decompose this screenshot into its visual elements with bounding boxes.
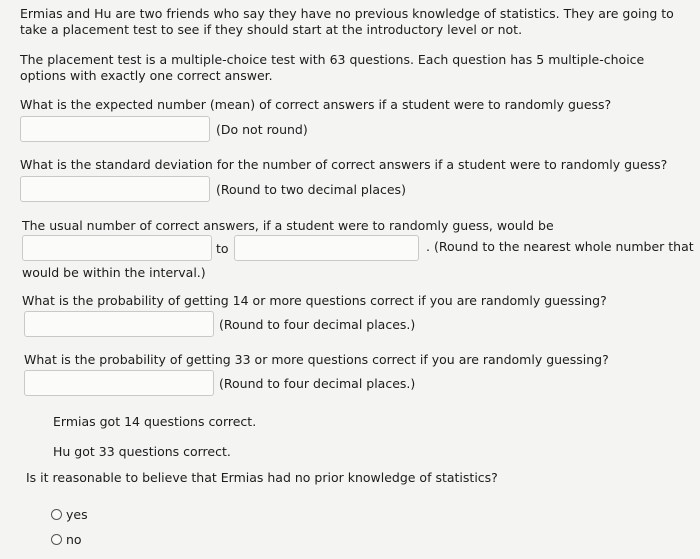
q2-text: What is the standard deviation for the number of correct answers if a student were to randomly guess? [20, 157, 668, 172]
q2-answer-input[interactable] [20, 176, 210, 202]
q4-answer-input[interactable] [24, 311, 214, 337]
q5-hint: (Round to four decimal places.) [219, 376, 416, 391]
q5-text: What is the probability of getting 33 or more questions correct if you are randomly guessing? [24, 352, 609, 367]
q2-hint: (Round to two decimal places) [216, 182, 406, 197]
q1-answer-input[interactable] [20, 116, 210, 142]
q4-hint: (Round to four decimal places.) [219, 317, 416, 332]
hu-statement: Hu got 33 questions correct. [53, 444, 231, 459]
q4-text: What is the probability of getting 14 or more questions correct if you are randomly guessing? [22, 293, 607, 308]
intro-text: Ermias and Hu are two friends who say they have no previous knowledge of statistics. They are going to take a placement test to see if they should start at the introductory level or not. [20, 6, 674, 37]
q3-hint: . (Round to the nearest whole number that [426, 239, 694, 254]
test-description: The placement test is a multiple-choice test with 63 questions. Each question has 5 multiple-choice options with exactly one correct answer. [20, 52, 645, 83]
no-option-label[interactable]: no [66, 532, 82, 547]
no-radio[interactable] [51, 534, 62, 545]
q6-text: Is it reasonable to believe that Ermias had no prior knowledge of statistics? [26, 470, 498, 485]
q3-text: The usual number of correct answers, if a student were to randomly guess, would be [22, 218, 554, 233]
ermias-statement: Ermias got 14 questions correct. [53, 414, 257, 429]
q3-to-label: to [216, 241, 229, 256]
yes-radio[interactable] [51, 509, 62, 520]
q3-hint-continued: would be within the interval.) [22, 265, 206, 280]
q5-answer-input[interactable] [24, 370, 214, 396]
q3-high-input[interactable] [234, 235, 419, 261]
yes-option-label[interactable]: yes [66, 507, 88, 522]
q3-low-input[interactable] [22, 235, 212, 261]
q1-text: What is the expected number (mean) of correct answers if a student were to randomly guess? [20, 97, 612, 112]
q1-hint: (Do not round) [216, 122, 308, 137]
